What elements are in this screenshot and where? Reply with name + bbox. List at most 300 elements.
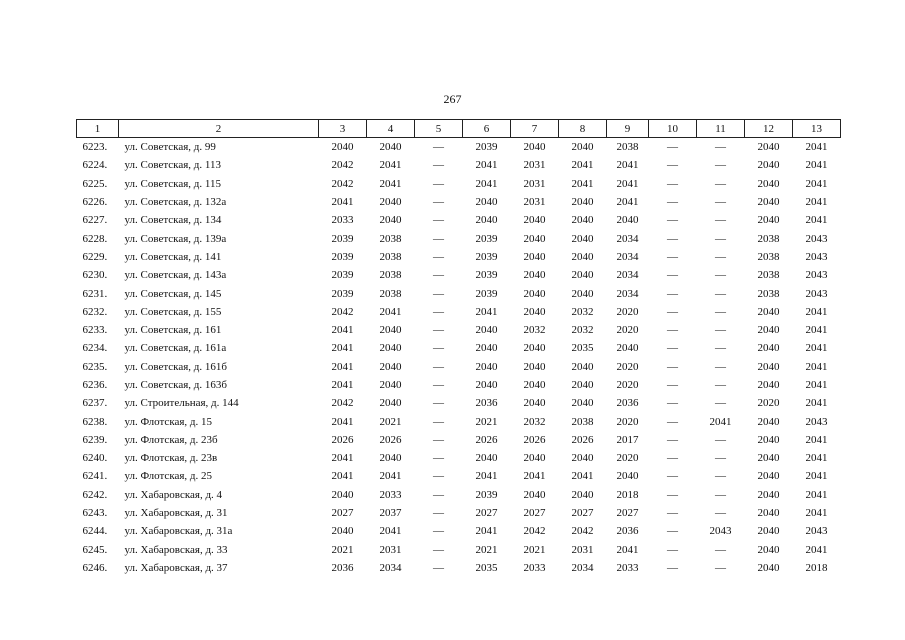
col-10-cell: — <box>667 324 678 337</box>
table-row <box>77 412 841 430</box>
address-cell: ул. Хабаровская, д. 31а <box>124 525 233 538</box>
col-9-cell: 2017 <box>616 433 639 446</box>
col-9-cell: 2036 <box>616 525 639 538</box>
table-row <box>77 248 841 266</box>
row-number-cell: 6223. <box>82 141 108 154</box>
col-9-cell: 2034 <box>616 269 639 282</box>
col-6-cell: 2040 <box>475 214 498 227</box>
col-3-cell: 2027 <box>331 507 354 520</box>
col-4-cell: 2041 <box>379 159 402 172</box>
col-6-cell: 2040 <box>475 196 498 209</box>
col-12-cell: 2040 <box>757 452 780 465</box>
col-3-cell: 2042 <box>331 305 354 318</box>
address-cell: ул. Советская, д. 134 <box>124 214 222 227</box>
col-8-cell: 2040 <box>571 232 594 245</box>
col-11-cell: — <box>715 250 726 263</box>
address-cell: ул. Строительная, д. 144 <box>124 397 239 410</box>
table-row <box>77 339 841 357</box>
col-7-cell: 2040 <box>523 397 546 410</box>
table-row <box>77 211 841 229</box>
col-13-cell: 2041 <box>805 433 828 446</box>
col-9-cell: 2020 <box>616 305 639 318</box>
address-cell: ул. Хабаровская, д. 4 <box>124 488 223 501</box>
table-row <box>77 284 841 302</box>
column-header: 13 <box>793 120 841 138</box>
address-cell: ул. Советская, д. 113 <box>124 159 221 172</box>
col-7-cell: 2031 <box>523 196 546 209</box>
col-10-cell: — <box>667 305 678 318</box>
col-7-cell: 2040 <box>523 214 546 227</box>
column-header: 11 <box>697 120 745 138</box>
col-5-cell: — <box>433 488 444 501</box>
col-13-cell: 2043 <box>805 525 828 538</box>
col-3-cell: 2039 <box>331 287 354 300</box>
address-cell: ул. Советская, д. 161 <box>124 324 222 337</box>
col-10-cell: — <box>667 214 678 227</box>
address-cell: ул. Флотская, д. 23б <box>124 433 218 446</box>
col-9-cell: 2034 <box>616 232 639 245</box>
col-10-cell: — <box>667 561 678 574</box>
col-3-cell: 2040 <box>331 141 354 154</box>
table-row <box>77 559 841 577</box>
col-7-cell: 2040 <box>523 250 546 263</box>
row-number-cell: 6239. <box>82 433 108 446</box>
col-9-cell: 2027 <box>616 507 639 520</box>
col-11-cell: — <box>715 397 726 410</box>
row-number-cell: 6231. <box>82 287 108 300</box>
col-11-cell: — <box>715 324 726 337</box>
col-9-cell: 2040 <box>616 214 639 227</box>
col-10-cell: — <box>667 543 678 556</box>
col-13-cell: 2043 <box>805 415 828 428</box>
col-10-cell: — <box>667 433 678 446</box>
table-row <box>77 486 841 504</box>
col-10-cell: — <box>667 415 678 428</box>
col-4-cell: 2040 <box>379 214 402 227</box>
col-12-cell: 2040 <box>757 342 780 355</box>
page-number: 267 <box>443 92 462 106</box>
address-cell: ул. Советская, д. 145 <box>124 287 222 300</box>
row-number-cell: 6230. <box>82 269 108 282</box>
col-3-cell: 2041 <box>331 452 354 465</box>
col-13-cell: 2041 <box>805 177 828 190</box>
col-10-cell: — <box>667 488 678 501</box>
col-5-cell: — <box>433 214 444 227</box>
col-4-cell: 2034 <box>379 561 402 574</box>
col-10-cell: — <box>667 177 678 190</box>
address-cell: ул. Советская, д. 161б <box>124 360 227 373</box>
address-cell: ул. Советская, д. 139а <box>124 232 227 245</box>
col-10-cell: — <box>667 379 678 391</box>
col-11-cell: — <box>715 543 726 556</box>
col-5-cell: — <box>433 287 444 300</box>
col-13-cell: 2041 <box>805 379 828 391</box>
col-4-cell: 2041 <box>379 177 402 190</box>
col-7-cell: 2040 <box>523 232 546 245</box>
row-number-cell: 6228. <box>82 232 108 245</box>
col-5-cell: — <box>433 269 444 282</box>
col-6-cell: 2036 <box>475 397 498 410</box>
col-4-cell: 2040 <box>379 196 402 209</box>
col-5-cell: — <box>433 433 444 446</box>
col-7-cell: 2040 <box>523 287 546 300</box>
col-6-cell: 2041 <box>475 525 498 538</box>
col-13-cell: 2041 <box>805 196 828 209</box>
col-11-cell: — <box>715 452 726 465</box>
col-9-cell: 2041 <box>616 177 639 190</box>
row-number-cell: 6240. <box>82 452 108 465</box>
col-3-cell: 2026 <box>331 433 354 446</box>
col-12-cell: 2040 <box>757 415 780 428</box>
col-8-cell: 2038 <box>571 415 594 428</box>
col-5-cell: — <box>433 397 444 410</box>
col-6-cell: 2040 <box>475 342 498 355</box>
col-8-cell: 2040 <box>571 141 594 154</box>
col-11-cell: — <box>715 488 726 501</box>
col-10-cell: — <box>667 141 678 154</box>
col-11-cell: — <box>715 433 726 446</box>
col-12-cell: 2040 <box>757 324 780 337</box>
col-10-cell: — <box>667 360 678 373</box>
column-header: 4 <box>367 120 415 138</box>
col-4-cell: 2040 <box>379 342 402 355</box>
address-cell: ул. Советская, д. 163б <box>124 379 227 391</box>
col-3-cell: 2041 <box>331 342 354 355</box>
col-10-cell: — <box>667 452 678 465</box>
col-12-cell: 2040 <box>757 360 780 373</box>
col-7-cell: 2040 <box>523 342 546 355</box>
column-header: 6 <box>463 120 511 138</box>
col-3-cell: 2041 <box>331 415 354 428</box>
col-13-cell: 2041 <box>805 452 828 465</box>
col-6-cell: 2021 <box>475 543 498 556</box>
address-cell: ул. Хабаровская, д. 37 <box>124 561 228 574</box>
col-9-cell: 2036 <box>616 397 639 410</box>
col-5-cell: — <box>433 543 444 556</box>
col-8-cell: 2027 <box>571 507 594 520</box>
col-4-cell: 2040 <box>379 324 402 337</box>
col-5-cell: — <box>433 196 444 209</box>
col-3-cell: 2041 <box>331 360 354 373</box>
col-9-cell: 2020 <box>616 324 639 337</box>
address-cell: ул. Советская, д. 143а <box>124 269 227 282</box>
column-header: 2 <box>119 120 319 138</box>
address-cell: ул. Хабаровская, д. 33 <box>124 543 228 556</box>
table-row <box>77 303 841 321</box>
column-header: 10 <box>649 120 697 138</box>
col-3-cell: 2036 <box>331 561 354 574</box>
table-row <box>77 522 841 540</box>
col-7-cell: 2032 <box>523 415 546 428</box>
col-10-cell: — <box>667 287 678 300</box>
table-row <box>77 358 841 376</box>
table-row <box>77 229 841 247</box>
address-cell: ул. Флотская, д. 23в <box>124 452 218 465</box>
address-cell: ул. Флотская, д. 25 <box>124 470 213 483</box>
col-13-cell: 2043 <box>805 232 828 245</box>
col-7-cell: 2031 <box>523 177 546 190</box>
row-number-cell: 6232. <box>82 305 108 318</box>
col-3-cell: 2039 <box>331 269 354 282</box>
col-4-cell: 2033 <box>379 488 402 501</box>
col-6-cell: 2041 <box>475 159 498 172</box>
table-row <box>77 467 841 485</box>
col-4-cell: 2040 <box>379 141 402 154</box>
row-number-cell: 6226. <box>82 196 108 209</box>
col-8-cell: 2035 <box>571 342 594 355</box>
col-8-cell: 2042 <box>571 525 594 538</box>
col-10-cell: — <box>667 525 678 538</box>
col-3-cell: 2021 <box>331 543 354 556</box>
col-13-cell: 2041 <box>805 470 828 483</box>
col-5-cell: — <box>433 415 444 428</box>
address-cell: ул. Флотская, д. 15 <box>124 415 213 428</box>
col-13-cell: 2041 <box>805 342 828 355</box>
col-6-cell: 2039 <box>475 488 498 501</box>
col-8-cell: 2040 <box>571 360 594 373</box>
col-12-cell: 2038 <box>757 287 780 300</box>
table-row <box>77 156 841 174</box>
col-6-cell: 2035 <box>475 561 498 574</box>
col-3-cell: 2041 <box>331 470 354 483</box>
col-4-cell: 2026 <box>379 433 402 446</box>
col-5-cell: — <box>433 452 444 465</box>
col-13-cell: 2043 <box>805 287 828 300</box>
col-5-cell: — <box>433 324 444 337</box>
column-header: 8 <box>559 120 607 138</box>
col-11-cell: — <box>715 379 726 391</box>
col-13-cell: 2041 <box>805 543 828 556</box>
col-3-cell: 2041 <box>331 324 354 337</box>
col-10-cell: — <box>667 250 678 263</box>
col-10-cell: — <box>667 159 678 172</box>
col-8-cell: 2040 <box>571 379 594 391</box>
col-8-cell: 2041 <box>571 177 594 190</box>
col-7-cell: 2042 <box>523 525 546 538</box>
col-5-cell: — <box>433 232 444 245</box>
col-9-cell: 2020 <box>616 415 639 428</box>
col-7-cell: 2040 <box>523 488 546 501</box>
col-7-cell: 2040 <box>523 269 546 282</box>
col-9-cell: 2041 <box>616 196 639 209</box>
row-number-cell: 6244. <box>82 525 108 538</box>
col-4-cell: 2040 <box>379 397 402 410</box>
row-number-cell: 6234. <box>82 342 108 355</box>
col-3-cell: 2042 <box>331 177 354 190</box>
col-11-cell: 2043 <box>709 525 732 538</box>
col-6-cell: 2039 <box>475 269 498 282</box>
col-4-cell: 2041 <box>379 305 402 318</box>
col-4-cell: 2038 <box>379 232 402 245</box>
table-body <box>77 138 841 578</box>
col-8-cell: 2034 <box>571 561 594 574</box>
address-cell: ул. Советская, д. 132а <box>124 196 227 209</box>
col-9-cell: 2040 <box>616 470 639 483</box>
col-3-cell: 2042 <box>331 397 354 410</box>
col-8-cell: 2032 <box>571 324 594 337</box>
col-13-cell: 2041 <box>805 305 828 318</box>
col-7-cell: 2032 <box>523 324 546 337</box>
col-12-cell: 2040 <box>757 141 780 154</box>
col-12-cell: 2040 <box>757 159 780 172</box>
col-8-cell: 2026 <box>571 433 594 446</box>
col-4-cell: 2041 <box>379 470 402 483</box>
col-3-cell: 2042 <box>331 159 354 172</box>
row-number-cell: 6233. <box>82 324 108 337</box>
table-row <box>77 541 841 559</box>
row-number-cell: 6238. <box>82 415 108 428</box>
col-6-cell: 2039 <box>475 232 498 245</box>
col-5-cell: — <box>433 141 444 154</box>
col-9-cell: 2020 <box>616 452 639 465</box>
col-4-cell: 2038 <box>379 287 402 300</box>
col-11-cell: — <box>715 269 726 282</box>
col-6-cell: 2027 <box>475 507 498 520</box>
table-row <box>77 321 841 339</box>
col-7-cell: 2040 <box>523 305 546 318</box>
col-6-cell: 2040 <box>475 360 498 373</box>
col-6-cell: 2040 <box>475 379 498 391</box>
column-header: 1 <box>77 120 119 138</box>
col-7-cell: 2040 <box>523 452 546 465</box>
col-11-cell: 2041 <box>709 415 732 428</box>
col-12-cell: 2040 <box>757 470 780 483</box>
col-13-cell: 2041 <box>805 214 828 227</box>
col-5-cell: — <box>433 177 444 190</box>
col-5-cell: — <box>433 342 444 355</box>
col-13-cell: 2041 <box>805 488 828 501</box>
col-7-cell: 2040 <box>523 379 546 391</box>
address-cell: ул. Хабаровская, д. 31 <box>124 507 228 520</box>
column-header: 7 <box>511 120 559 138</box>
table-row <box>77 175 841 193</box>
col-13-cell: 2043 <box>805 269 828 282</box>
col-3-cell: 2039 <box>331 232 354 245</box>
col-7-cell: 2021 <box>523 543 546 556</box>
col-7-cell: 2033 <box>523 561 546 574</box>
col-3-cell: 2040 <box>331 488 354 501</box>
row-number-cell: 6237. <box>82 397 108 410</box>
col-5-cell: — <box>433 470 444 483</box>
table-row <box>77 266 841 284</box>
row-number-cell: 6242. <box>82 488 108 501</box>
col-4-cell: 2037 <box>379 507 402 520</box>
col-9-cell: 2041 <box>616 159 639 172</box>
col-5-cell: — <box>433 525 444 538</box>
col-10-cell: — <box>667 507 678 520</box>
row-number-cell: 6241. <box>82 470 108 483</box>
col-4-cell: 2040 <box>379 360 402 373</box>
col-5-cell: — <box>433 305 444 318</box>
col-12-cell: 2038 <box>757 269 780 282</box>
row-number-cell: 6235. <box>82 360 108 373</box>
table-row <box>77 376 841 394</box>
col-3-cell: 2041 <box>331 196 354 209</box>
col-7-cell: 2027 <box>523 507 546 520</box>
col-10-cell: — <box>667 269 678 282</box>
col-5-cell: — <box>433 360 444 373</box>
col-10-cell: — <box>667 342 678 355</box>
table-row <box>77 431 841 449</box>
column-header: 5 <box>415 120 463 138</box>
col-10-cell: — <box>667 232 678 245</box>
table-row <box>77 449 841 467</box>
col-10-cell: — <box>667 470 678 483</box>
row-number-cell: 6243. <box>82 507 108 520</box>
row-number-cell: 6225. <box>82 177 108 190</box>
col-4-cell: 2031 <box>379 543 402 556</box>
col-13-cell: 2043 <box>805 250 828 263</box>
col-12-cell: 2040 <box>757 543 780 556</box>
col-12-cell: 2040 <box>757 177 780 190</box>
col-8-cell: 2040 <box>571 214 594 227</box>
address-cell: ул. Советская, д. 141 <box>124 250 222 263</box>
col-3-cell: 2039 <box>331 250 354 263</box>
col-12-cell: 2038 <box>757 250 780 263</box>
col-6-cell: 2041 <box>475 305 498 318</box>
col-12-cell: 2040 <box>757 525 780 538</box>
housing-schedule-table <box>76 119 841 577</box>
col-11-cell: — <box>715 177 726 190</box>
col-8-cell: 2040 <box>571 397 594 410</box>
col-4-cell: 2021 <box>379 415 402 428</box>
col-6-cell: 2040 <box>475 452 498 465</box>
table-row <box>77 504 841 522</box>
col-13-cell: 2041 <box>805 507 828 520</box>
col-12-cell: 2040 <box>757 196 780 209</box>
col-10-cell: — <box>667 397 678 410</box>
col-7-cell: 2040 <box>523 360 546 373</box>
row-number-cell: 6246. <box>82 561 108 574</box>
col-11-cell: — <box>715 360 726 373</box>
col-8-cell: 2032 <box>571 305 594 318</box>
col-9-cell: 2041 <box>616 543 639 556</box>
col-8-cell: 2040 <box>571 269 594 282</box>
col-9-cell: 2018 <box>616 488 639 501</box>
col-8-cell: 2040 <box>571 488 594 501</box>
col-8-cell: 2041 <box>571 470 594 483</box>
row-number-cell: 6227. <box>82 214 108 227</box>
col-8-cell: 2031 <box>571 543 594 556</box>
col-11-cell: — <box>715 470 726 483</box>
col-8-cell: 2040 <box>571 452 594 465</box>
col-8-cell: 2040 <box>571 250 594 263</box>
col-6-cell: 2039 <box>475 250 498 263</box>
col-12-cell: 2040 <box>757 305 780 318</box>
col-5-cell: — <box>433 250 444 263</box>
address-cell: ул. Советская, д. 99 <box>124 141 216 154</box>
col-11-cell: — <box>715 507 726 520</box>
col-11-cell: — <box>715 561 726 574</box>
col-3-cell: 2040 <box>331 525 354 538</box>
col-6-cell: 2039 <box>475 141 498 154</box>
col-9-cell: 2033 <box>616 561 639 574</box>
row-number-cell: 6224. <box>82 159 108 172</box>
col-3-cell: 2033 <box>331 214 354 227</box>
col-4-cell: 2038 <box>379 250 402 263</box>
col-6-cell: 2039 <box>475 287 498 300</box>
col-12-cell: 2020 <box>757 397 780 410</box>
col-11-cell: — <box>715 287 726 300</box>
row-number-cell: 6245. <box>82 543 108 556</box>
col-7-cell: 2031 <box>523 159 546 172</box>
col-12-cell: 2040 <box>757 507 780 520</box>
col-11-cell: — <box>715 141 726 154</box>
col-7-cell: 2040 <box>523 141 546 154</box>
address-cell: ул. Советская, д. 115 <box>124 177 221 190</box>
row-number-cell: 6229. <box>82 250 108 263</box>
col-6-cell: 2041 <box>475 177 498 190</box>
